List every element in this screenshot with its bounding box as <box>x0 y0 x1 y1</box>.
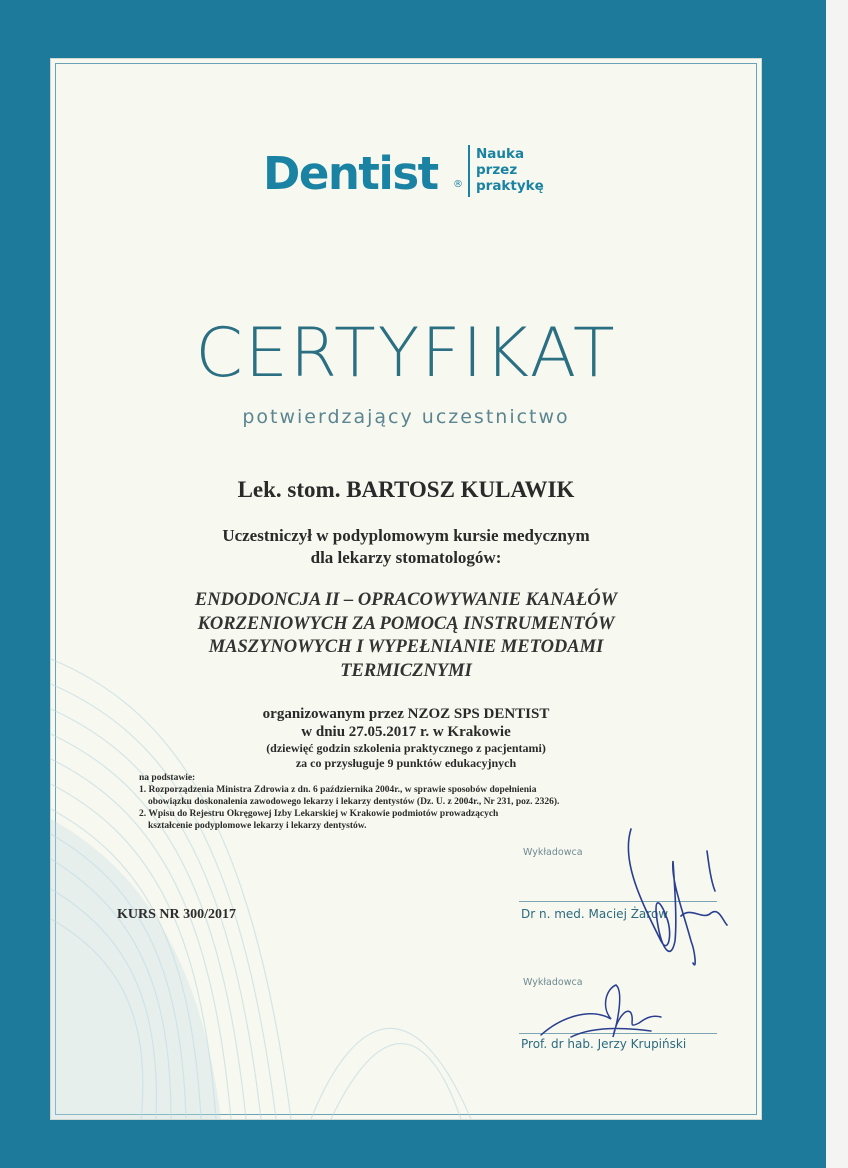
legal-item: 2. Wpisu do Rejestru Okręgowej Izby Lekarskiej w Krakowie podmiotów prowadzących <box>139 809 499 819</box>
legal-item: 1. Rozporządzenia Ministra Zdrowia z dn. 6 października 2004r., w sprawie sposobów dopełnienia <box>139 785 537 795</box>
logo-tagline-line: Nauka <box>476 146 525 162</box>
lecturer-name: Prof. dr hab. Jerzy Krupiński <box>521 1037 687 1051</box>
certificate-subtitle: potwierdzający uczestnictwo <box>242 406 570 428</box>
recipient-name: Lek. stom. BARTOSZ KULAWIK <box>237 477 575 502</box>
legal-item-continued: kształcenie podyplomowe lekarzy i lekarzy dentystów. <box>148 821 367 831</box>
logo-tagline-line: praktykę <box>476 178 544 194</box>
course-title-line: ENDODONCJA II – OPRACOWYWANIE KANAŁÓW <box>194 590 618 610</box>
lecturer-name: Dr n. med. Maciej Żarow <box>521 907 669 921</box>
certificate-title: CERTYFIKAT <box>195 314 617 393</box>
logo-tagline <box>476 146 544 194</box>
logo-divider <box>468 145 470 197</box>
course-title-line: TERMICZNYMI <box>340 660 472 681</box>
course-title <box>51 589 761 683</box>
legal-heading: na podstawie: <box>139 773 196 783</box>
lecturer-caption: Wykładowca <box>523 977 583 988</box>
scan-margin <box>826 0 848 1168</box>
training-hours: (dziewięć godzin szkolenia praktycznego z pacjentami) <box>266 741 546 755</box>
organizer-line: organizowanym przez NZOZ SPS DENTIST <box>262 706 550 722</box>
course-number: KURS NR 300/2017 <box>117 907 237 922</box>
course-date: w dniu 27.05.2017 r. w Krakowie <box>301 724 511 740</box>
course-title-line: MASZYNOWYCH I WYPEŁNIANIE METODAMI <box>208 637 604 657</box>
participation-statement <box>51 525 761 569</box>
logo-tagline-line: przez <box>476 162 518 178</box>
dentist-logo <box>263 145 563 205</box>
intro-line: dla lekarzy stomatologów: <box>310 548 502 567</box>
certificate-paper <box>50 58 762 1120</box>
intro-line: Uczestniczył w podyplomowym kursie medycznym <box>222 526 590 545</box>
logo-registered-mark: ® <box>453 179 463 190</box>
legal-item-continued: obowiązku doskonalenia zawodowego lekarzy i lekarzy dentystów (Dz. U. z 2004r., Nr 231, poz. 2326). <box>148 797 560 807</box>
organizer-details <box>51 705 761 771</box>
course-title-line: KORZENIOWYCH ZA POMOCĄ INSTRUMENTÓW <box>197 613 615 634</box>
education-points: za co przysługuje 9 punktów edukacyjnych <box>295 756 517 770</box>
signature-image <box>531 977 671 1047</box>
lecturer-caption: Wykładowca <box>523 847 583 858</box>
signature-image <box>611 821 731 971</box>
logo-wordmark: Dentist <box>263 147 438 200</box>
